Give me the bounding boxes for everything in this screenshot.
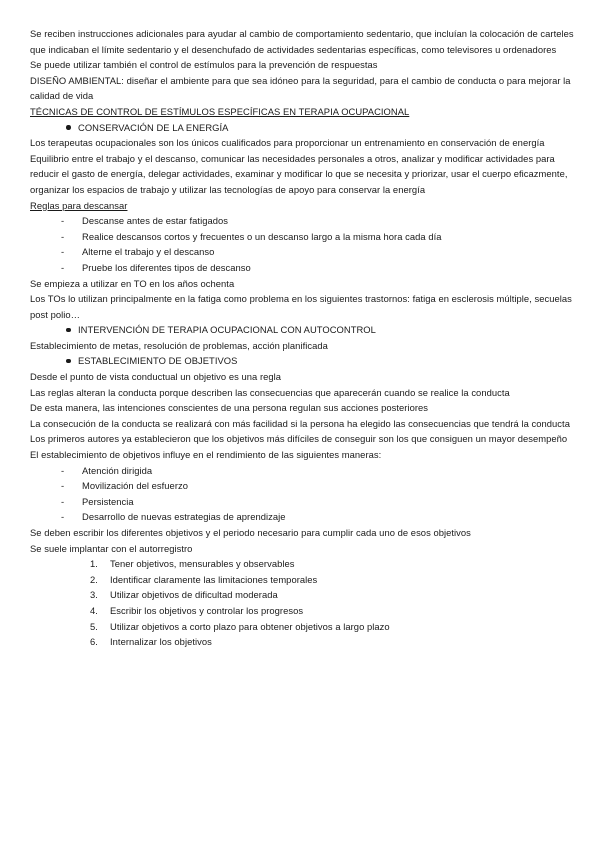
list-item: - Movilización del esfuerzo	[30, 478, 575, 494]
item-number: 4.	[90, 604, 98, 616]
list-item: - Alterne el trabajo y el descanso	[30, 244, 575, 260]
paragraph: Se puede utilizar también el control de estímulos para la prevención de respuestas	[30, 59, 378, 71]
list-item: - Persistencia	[30, 494, 575, 510]
paragraph: Se suele implantar con el autorregistro	[30, 542, 193, 554]
paragraph: Los primeros autores ya establecieron que los objetivos más difíciles de conseguir son los que consiguen un mayor desempeño	[30, 433, 568, 445]
maneras-list	[30, 463, 575, 525]
paragraph: Los TOs lo utilizan principalmente en la fatiga como problema en los siguientes trastornos: fatiga en esclerosis múltiple, secuelas post polio…	[30, 293, 572, 320]
paragraph: La consecución de la conducta se realizará con más facilidad si la persona ha elegido las consecuencias que tendrá la conducta	[30, 417, 570, 429]
paragraph: Equilibrio entre el trabajo y el descanso, comunicar las necesidades personales a otros, analizar y modificar actividades para reducir el gasto de energía, delegar actividades, examinar y modificar lo que se necesita y priorizar, usar el cuerpo eficazmente, organizar los espacios de trabajo y utilizar las tecnologías de apoyo para conservar la energía	[30, 152, 568, 195]
paragraph: Desde el punto de vista conductual un objetivo es una regla	[30, 371, 282, 383]
bullet-heading-energia: CONSERVACIÓN DE LA ENERGÍA	[30, 120, 575, 136]
numbered-item	[30, 572, 575, 588]
numbered-item	[30, 603, 575, 619]
item-number: 2.	[90, 573, 98, 585]
bullet-heading-objetivos: ESTABLECIMIENTO DE OBJETIVOS	[30, 353, 575, 369]
paragraph: Establecimiento de metas, resolución de problemas, acción planificada	[30, 339, 328, 351]
item-number: 5.	[90, 620, 98, 632]
paragraph: Las reglas alteran la conducta porque describen las consecuencias que aparecerán cuando se realice la conducta	[30, 386, 510, 398]
item-text: Identificar claramente las limitaciones temporales	[110, 573, 318, 585]
item-text: Internalizar los objetivos	[110, 636, 212, 648]
paragraph: Se empieza a utilizar en TO en los años ochenta	[30, 277, 235, 289]
item-text: Utilizar objetivos de dificultad moderada	[110, 589, 278, 601]
section-title: TÉCNICAS DE CONTROL DE ESTÍMULOS ESPECÍFICAS EN TERAPIA OCUPACIONAL	[30, 105, 410, 117]
item-number: 6.	[90, 636, 98, 648]
item-number: 3.	[90, 589, 98, 601]
list-item: - Desarrollo de nuevas estrategias de aprendizaje	[30, 509, 575, 525]
paragraph: Se deben escribir los diferentes objetivos y el periodo necesario para cumplir cada uno de esos objetivos	[30, 527, 471, 538]
reglas-title: Reglas para descansar	[30, 199, 128, 211]
paragraph: DISEÑO AMBIENTAL: diseñar el ambiente para que sea idóneo para la seguridad, para el cambio de conducta o para mejorar la calidad de vida	[30, 74, 571, 102]
list-item: - Pruebe los diferentes tipos de descanso	[30, 260, 575, 276]
paragraph: Los terapeutas ocupacionales son los únicos cualificados para proporcionar un entrenamiento en conservación de energía	[30, 137, 545, 149]
document-body	[30, 26, 575, 650]
item-number: 1.	[90, 558, 98, 570]
item-text: Escribir los objetivos y controlar los progresos	[110, 604, 304, 616]
paragraph: El establecimiento de objetivos influye en el rendimiento de las siguientes maneras:	[30, 449, 382, 461]
numbered-item	[30, 587, 575, 603]
bullet-heading-autocontrol: INTERVENCIÓN DE TERAPIA OCUPACIONAL CON AUTOCONTROL	[30, 322, 575, 338]
item-text: Tener objetivos, mensurables y observables	[110, 558, 295, 570]
numbered-item	[30, 634, 575, 650]
pasos-list	[30, 556, 575, 650]
list-item: - Descanse antes de estar fatigados	[30, 213, 575, 229]
item-text: Utilizar objetivos a corto plazo para obtener objetivos a largo plazo	[110, 620, 390, 632]
paragraph: De esta manera, las intenciones conscientes de una persona regulan sus acciones posteriores	[30, 402, 429, 414]
numbered-item	[30, 556, 575, 572]
list-item: - Realice descansos cortos y frecuentes o un descanso largo a la misma hora cada día	[30, 229, 575, 245]
numbered-item	[30, 619, 575, 635]
list-item: - Atención dirigida	[30, 463, 575, 479]
reglas-list	[30, 213, 575, 275]
paragraph: Se reciben instrucciones adicionales para ayudar al cambio de comportamiento sedentario, que incluían la colocación de carteles que indicaban el límite sedentario y el desenchufado de actividades sedentarias específicas, como televisores u ordenadores	[30, 28, 574, 55]
